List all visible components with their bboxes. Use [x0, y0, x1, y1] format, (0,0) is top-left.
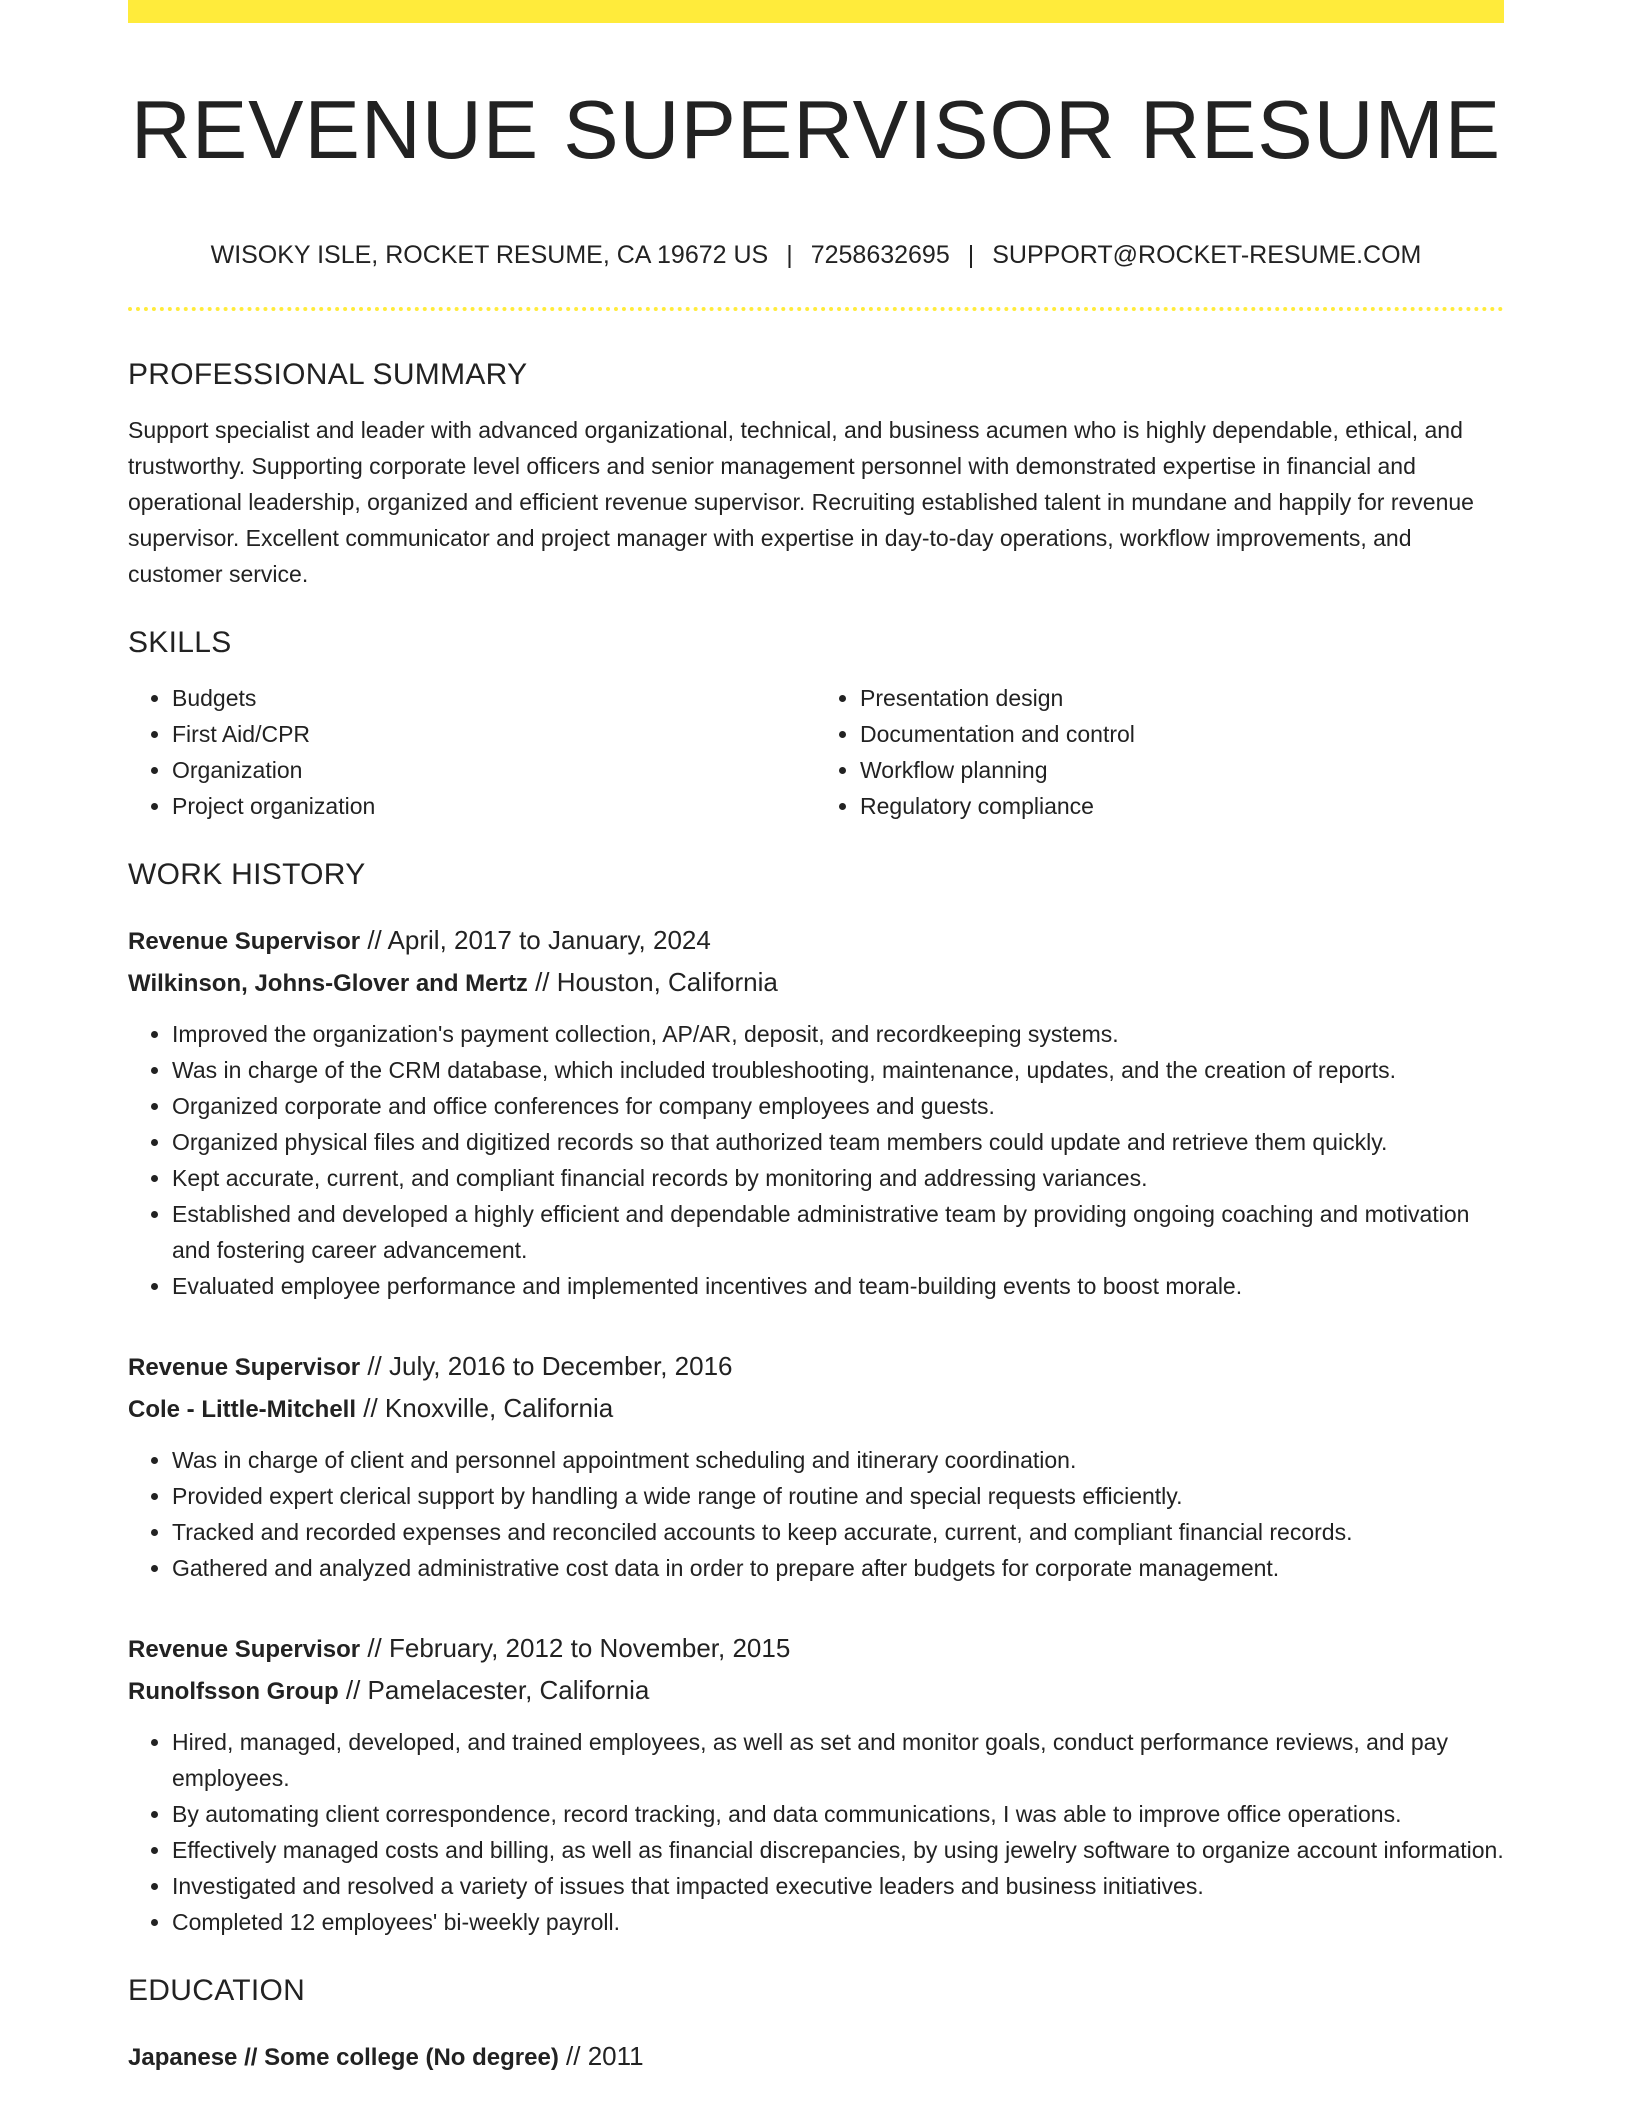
job-title-line — [128, 1628, 1504, 1670]
resume-body — [128, 350, 1504, 2078]
job-dates: // July, 2016 to December, 2016 — [360, 1351, 733, 1381]
contact-separator: | — [786, 241, 793, 269]
skill-item: • Regulatory compliance — [860, 788, 1504, 824]
job-bullet: • Gathered and analyzed administrative cost data in order to prepare after budgets for corporate management. — [172, 1550, 1504, 1586]
job-bullets — [128, 1442, 1504, 1586]
job-bullet: • By automating client correspondence, record tracking, and data communications, I was able to improve office operations. — [172, 1796, 1504, 1832]
job-title-line — [128, 1346, 1504, 1388]
summary-text: Support specialist and leader with advanced organizational, technical, and business acumen who is highly dependable, ethical, and trustworthy. Supporting corporate level officers and senior management personnel with demonstrated expertise in financial and operational leadership, organized and efficient revenue supervisor. Recruiting established talent in mundane and happily for revenue supervisor. Excellent communicator and project manager with expertise in day-to-day operations, workflow improvements, and customer service. — [128, 417, 1474, 587]
job-bullet: • Effectively managed costs and billing, as well as financial discrepancies, by using jewelry software to organize account information. — [172, 1832, 1504, 1868]
section-heading: EDUCATION — [128, 1974, 306, 2007]
job-bullet: • Organized physical files and digitized records so that authorized team members could update and retrieve them quickly. — [172, 1124, 1504, 1160]
job-bullet: • Hired, managed, developed, and trained employees, as well as set and monitor goals, conduct performance reviews, and pay employees. — [172, 1724, 1504, 1796]
job-company-line — [128, 962, 1504, 1004]
job-bullet: • Evaluated employee performance and implemented incentives and team-building events to boost morale. — [172, 1268, 1504, 1304]
contact-phone: 7258632695 — [810, 241, 950, 269]
contact-separator: | — [967, 241, 975, 269]
skill-item: • Budgets — [172, 680, 816, 716]
education-year: // 2011 — [558, 2041, 644, 2071]
education-entry — [128, 2036, 1504, 2078]
job-location: // Knoxville, California — [356, 1393, 614, 1423]
job-entry — [128, 1346, 1504, 1586]
job-company: Cole - Little-Mitchell — [128, 1396, 356, 1423]
contact-address: WISOKY ISLE, ROCKET RESUME, CA 19672 US — [210, 241, 769, 269]
education-degree: Japanese // Some college (No degree) — [128, 2044, 559, 2071]
job-bullet: • Was in charge of the CRM database, which included troubleshooting, maintenance, updates, and the creation of reports. — [172, 1052, 1504, 1088]
job-bullets — [128, 1016, 1504, 1304]
job-company-line — [128, 1670, 1504, 1712]
job-bullet: • Tracked and recorded expenses and reconciled accounts to keep accurate, current, and compliant financial records. — [172, 1514, 1504, 1550]
work-history-section — [128, 850, 1504, 1940]
job-bullet: • Investigated and resolved a variety of issues that impacted executive leaders and business initiatives. — [172, 1868, 1504, 1904]
section-heading: PROFESSIONAL SUMMARY — [128, 358, 528, 391]
skill-item: • Presentation design — [860, 680, 1504, 716]
job-bullet: • Kept accurate, current, and compliant financial records by monitoring and addressing variances. — [172, 1160, 1504, 1196]
job-company-line — [128, 1388, 1504, 1430]
skill-item: • Documentation and control — [860, 716, 1504, 752]
skills-right-list — [816, 680, 1504, 824]
job-title-line — [128, 920, 1504, 962]
job-bullet: • Improved the organization's payment collection, AP/AR, deposit, and recordkeeping systems. — [172, 1016, 1504, 1052]
job-title: Revenue Supervisor — [128, 928, 361, 955]
summary-section — [128, 350, 1504, 592]
job-bullet: • Organized corporate and office conferences for company employees and guests. — [172, 1088, 1504, 1124]
job-bullet: • Completed 12 employees' bi-weekly payroll. — [172, 1904, 1504, 1940]
contact-line — [128, 237, 1504, 273]
job-bullet: • Provided expert clerical support by handling a wide range of routine and special requests efficiently. — [172, 1478, 1504, 1514]
job-dates: // April, 2017 to January, 2024 — [360, 925, 711, 955]
job-dates: // February, 2012 to November, 2015 — [360, 1633, 791, 1663]
job-entry — [128, 920, 1504, 1304]
job-location: // Houston, California — [527, 967, 778, 997]
job-title: Revenue Supervisor — [128, 1636, 361, 1663]
job-company: Runolfsson Group — [128, 1678, 339, 1705]
skill-item: • Workflow planning — [860, 752, 1504, 788]
section-heading: SKILLS — [128, 626, 232, 659]
skills-columns — [128, 680, 1504, 824]
resume-title: REVENUE SUPERVISOR RESUME — [130, 83, 1502, 176]
job-company: Wilkinson, Johns-Glover and Mertz — [128, 970, 528, 997]
skill-item: • Organization — [172, 752, 816, 788]
job-title: Revenue Supervisor — [128, 1354, 361, 1381]
skills-left-list — [128, 680, 816, 824]
skill-item: • Project organization — [172, 788, 816, 824]
job-bullet: • Was in charge of client and personnel appointment scheduling and itinerary coordination. — [172, 1442, 1504, 1478]
section-heading: WORK HISTORY — [128, 858, 366, 891]
skills-section — [128, 618, 1504, 824]
skill-item: • First Aid/CPR — [172, 716, 816, 752]
job-bullets — [128, 1724, 1504, 1940]
top-accent-bar — [128, 0, 1504, 23]
job-entry — [128, 1628, 1504, 1940]
dotted-divider — [128, 307, 1504, 311]
job-bullet: • Established and developed a highly efficient and dependable administrative team by providing ongoing coaching and motivation and fostering career advancement. — [172, 1196, 1504, 1268]
education-section — [128, 1966, 1504, 2078]
contact-email: SUPPORT@ROCKET-RESUME.COM — [992, 241, 1422, 269]
job-location: // Pamelacester, California — [338, 1675, 650, 1705]
